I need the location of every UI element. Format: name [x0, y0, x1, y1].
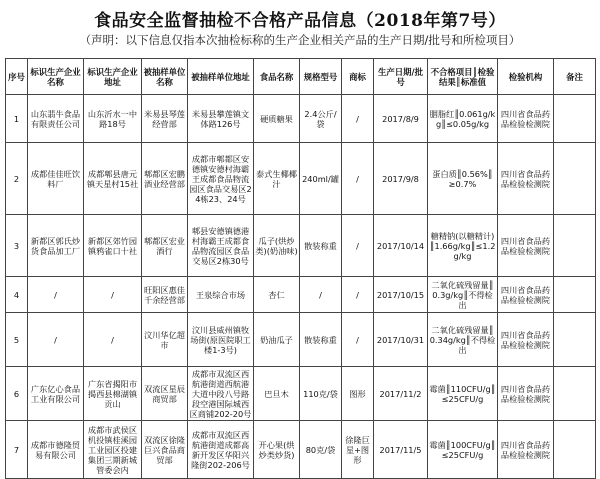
- table-cell: 二氧化硫残留量║0.34g/kg║不得检出: [428, 313, 498, 367]
- header-cell: 标识生产企业名称: [28, 59, 84, 95]
- table-cell: 2017/10/15: [374, 277, 428, 313]
- table-cell: 四川省食品药品检验检测院: [498, 421, 554, 479]
- header-cell: 标识生产企业地址: [84, 59, 142, 95]
- table-cell: 开心果(烘炒类炒货): [254, 421, 300, 479]
- header-cell: 食品名称: [254, 59, 300, 95]
- table-cell: 四川省食品药品检验检测院: [498, 367, 554, 421]
- table-cell: 2017/10/14: [374, 215, 428, 277]
- table-cell: /: [84, 313, 142, 367]
- table-cell: [554, 421, 596, 479]
- table-row: [6, 215, 596, 277]
- header-cell: 商标: [342, 59, 374, 95]
- table-cell: 成都佳佳旺饮料厂: [28, 143, 84, 215]
- table-cell: 5: [6, 313, 28, 367]
- table-cell: 成都市双流区西航港街道成都高新开发区华阳兴隆街202-206号: [188, 421, 254, 479]
- table-cell: 新都区郊竹园镇鸦雀口十社: [84, 215, 142, 277]
- table-cell: 蛋白质║0.56%║≥0.7%: [428, 143, 498, 215]
- table-cell: [554, 367, 596, 421]
- table-cell: 240ml/罐: [300, 143, 342, 215]
- table-cell: 四川省食品药品检验检测院: [498, 277, 554, 313]
- table-cell: 成都市武侯区机投镇桂溪园工业园区投建集团三期新城管委会内: [84, 421, 142, 479]
- table-cell: 广东省揭阳市揭西县棉湖镇贡山: [84, 367, 142, 421]
- table-cell: 瓜子(烘炒类)(奶油味): [254, 215, 300, 277]
- table-cell: [554, 95, 596, 143]
- table-cell: 山东翡牛食品有限责任公司: [28, 95, 84, 143]
- table-cell: 2017/11/2: [374, 367, 428, 421]
- table-cell: 6: [6, 367, 28, 421]
- table-cell: 4: [6, 277, 28, 313]
- table-cell: /: [84, 277, 142, 313]
- table-cell: 双流区徐隆巨兴食品商贸部: [142, 421, 188, 479]
- table-cell: 成都市德隆贸易有限公司: [28, 421, 84, 479]
- table-cell: 110克/袋: [300, 367, 342, 421]
- table-cell: 米易县攀莲镇文体路126号: [188, 95, 254, 143]
- table-cell: 泰式生椰椰汁: [254, 143, 300, 215]
- table-cell: 80克/袋: [300, 421, 342, 479]
- table-cell: /: [342, 313, 374, 367]
- table-row: [6, 421, 596, 479]
- table-cell: 王泉综合市场: [188, 277, 254, 313]
- table-cell: 四川省食品药品检验检测院: [498, 95, 554, 143]
- table-cell: 杏仁: [254, 277, 300, 313]
- table-cell: 胭脂红║0.061g/kg║≤0.05g/kg: [428, 95, 498, 143]
- table-cell: 二氧化硫残留量║0.3g/kg║不得检出: [428, 277, 498, 313]
- table-cell: 2017/8/9: [374, 95, 428, 143]
- table-cell: 徐隆巨星+图形: [342, 421, 374, 479]
- table-cell: /: [28, 313, 84, 367]
- table-cell: /: [342, 277, 374, 313]
- table-cell: 成都市双流区西航港街道西航港大道中段八号路段空港国际城西区商铺202-20号: [188, 367, 254, 421]
- table-cell: 散装称重: [300, 215, 342, 277]
- table-cell: 霉菌║110CFU/g║≤25CFU/g: [428, 367, 498, 421]
- table-cell: /: [28, 277, 84, 313]
- table-cell: 1: [6, 95, 28, 143]
- unqualified-products-table: [5, 58, 596, 479]
- table-row: [6, 277, 596, 313]
- table-cell: /: [342, 215, 374, 277]
- table-cell: 四川省食品药品检验检测院: [498, 215, 554, 277]
- document-title: 食品安全监督抽检不合格产品信息（2018年第7号）: [94, 11, 506, 31]
- header-cell: 不合格项目║检验结果║标准值: [428, 59, 498, 95]
- table-cell: 奶油瓜子: [254, 313, 300, 367]
- header-cell: 序号: [6, 59, 28, 95]
- table-cell: 巴旦木: [254, 367, 300, 421]
- table-cell: 2017/10/31: [374, 313, 428, 367]
- table-cell: 霉菌║100CFU/g║≤25CFU/g: [428, 421, 498, 479]
- header-cell: 被抽样单位地址: [188, 59, 254, 95]
- table-cell: 糖精钠(以糖精计)║1.66g/kg║≤1.2g/kg: [428, 215, 498, 277]
- table-cell: /: [300, 277, 342, 313]
- table-cell: 成都郫县唐元镇天星村15社: [84, 143, 142, 215]
- table-cell: 汶川县威州镇牧场街(原医院职工楼1-3号): [188, 313, 254, 367]
- table-cell: [554, 313, 596, 367]
- table-row: [6, 95, 596, 143]
- table-cell: 汶川华亿超市: [142, 313, 188, 367]
- table-header-row: [6, 59, 596, 95]
- table-cell: [554, 277, 596, 313]
- table-cell: 2017/11/5: [374, 421, 428, 479]
- header-cell: 备注: [554, 59, 596, 95]
- table-cell: 郫县安德镇德港村海霸王成都食品物流园区食品交易区2栋30号: [188, 215, 254, 277]
- table-row: [6, 143, 596, 215]
- disclaimer-notice: （声明：以下信息仅指本次抽检标称的生产企业相关产品的生产日期/批号和所检项目）: [79, 33, 521, 47]
- table-cell: 新都区郭氏炒货食品加工厂: [28, 215, 84, 277]
- table-cell: 3: [6, 215, 28, 277]
- header-cell: 被抽样单位名称: [142, 59, 188, 95]
- header-cell: 检验机构: [498, 59, 554, 95]
- table-cell: 山东沂水一中路18号: [84, 95, 142, 143]
- table-cell: 2017/9/8: [374, 143, 428, 215]
- table-cell: 四川省食品药品检验检测院: [498, 143, 554, 215]
- table-cell: [554, 143, 596, 215]
- table-row: [6, 313, 596, 367]
- table-cell: /: [342, 143, 374, 215]
- table-cell: [554, 215, 596, 277]
- table-row: [6, 367, 596, 421]
- table-cell: /: [342, 95, 374, 143]
- table-cell: 图形: [342, 367, 374, 421]
- table-cell: 散装称重: [300, 313, 342, 367]
- table-cell: 四川省食品药品检验检测院: [498, 313, 554, 367]
- table-cell: 硬质糖果: [254, 95, 300, 143]
- table-cell: 7: [6, 421, 28, 479]
- table-cell: 旺阳区惠佳千余经营部: [142, 277, 188, 313]
- table-cell: 成都市郫都区安德镇安德村海霸王成都食品物流园区食品交易区24栋23、24号: [188, 143, 254, 215]
- table-cell: 2: [6, 143, 28, 215]
- header-cell: 规格型号: [300, 59, 342, 95]
- table-cell: 双流区星辰商贸部: [142, 367, 188, 421]
- table-cell: 广东亿心食品工业有限公司: [28, 367, 84, 421]
- header-cell: 生产日期/批号: [374, 59, 428, 95]
- table-cell: 米易县琴莲经营部: [142, 95, 188, 143]
- table-cell: 2.4公斤/袋: [300, 95, 342, 143]
- table-cell: 郫都区宏鹏酒业经营部: [142, 143, 188, 215]
- table-cell: 郫都区宏业酒行: [142, 215, 188, 277]
